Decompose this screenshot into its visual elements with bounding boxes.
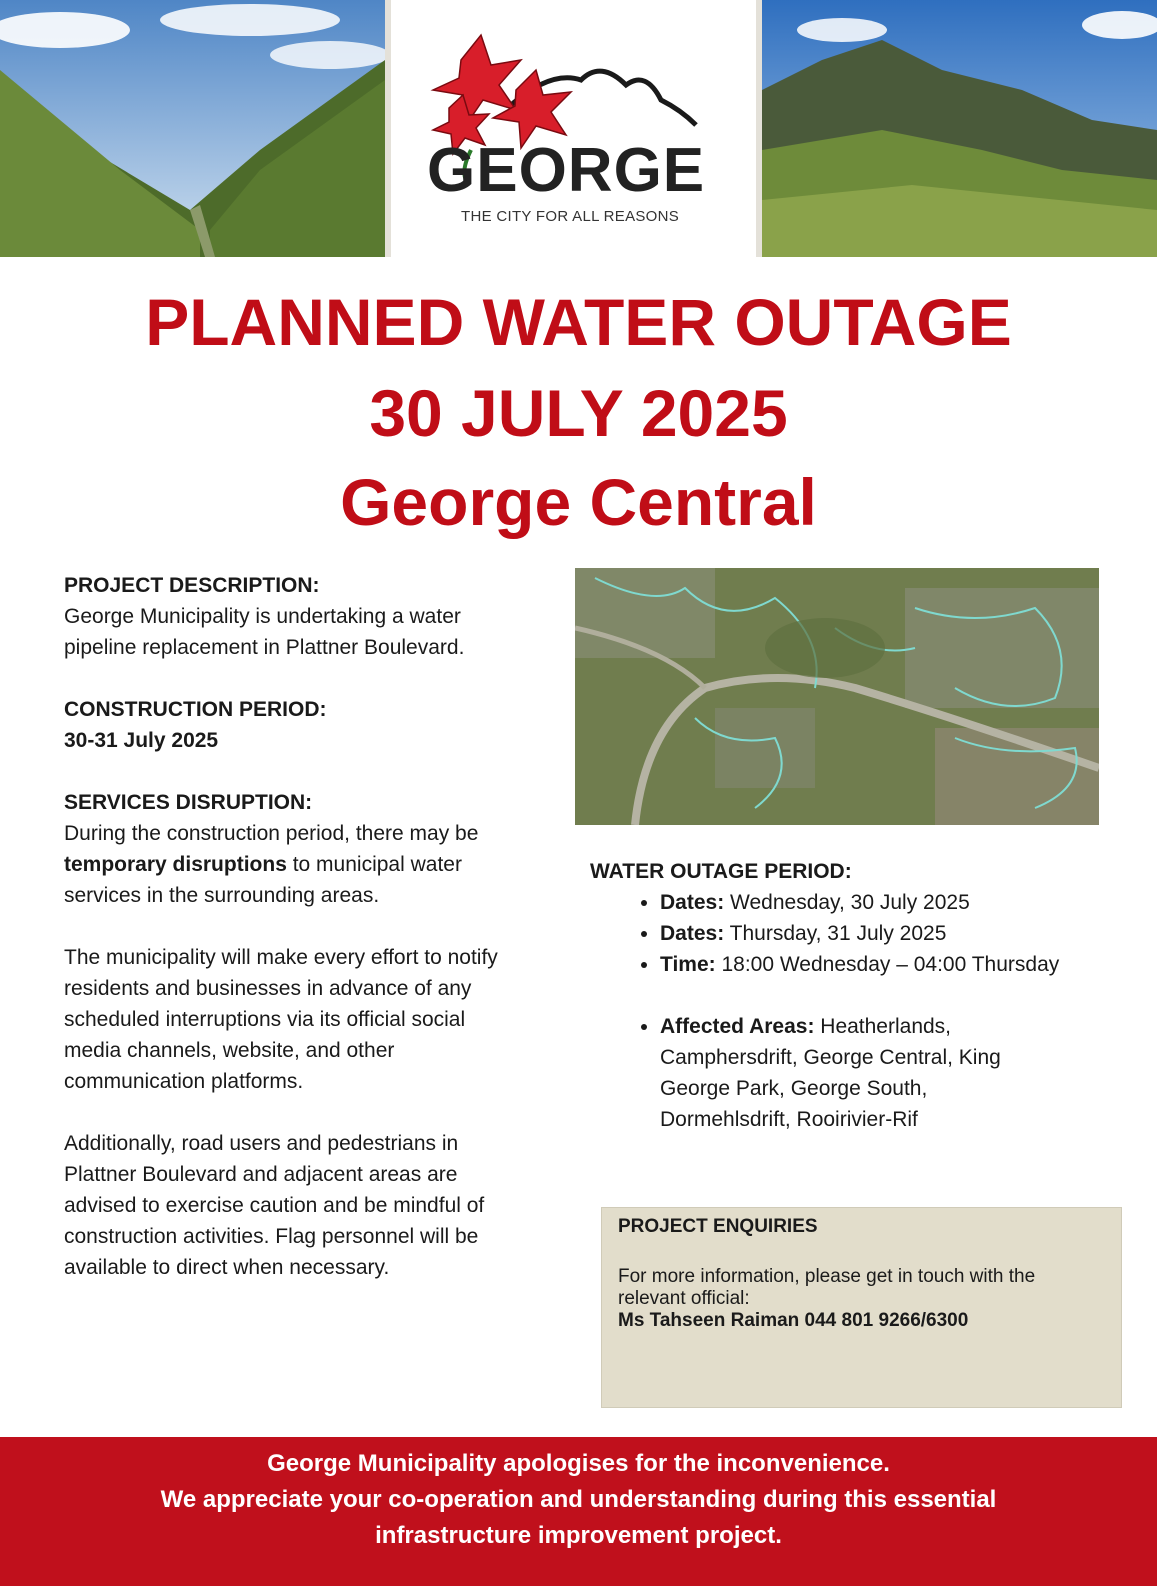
item-value: Heatherlands, Camphersdrift, George Central, King George Park, George South, Dormehlsdrift, Rooirivier-Rif <box>660 1015 1001 1131</box>
construction-period-heading: CONSTRUCTION PERIOD: <box>64 698 327 721</box>
caution-paragraph: Additionally, road users and pedestrians in Plattner Boulevard and adjacent areas are advised to exercise caution and be mindful of construction activities. Flag personnel will be available to direct when necessary. <box>64 1132 485 1279</box>
project-enquiries-box <box>601 1207 1122 1408</box>
project-description <box>64 570 509 663</box>
construction-period <box>64 694 509 756</box>
list-item <box>660 949 1060 980</box>
left-column <box>64 570 509 1314</box>
footer-line: infrastructure improvement project. <box>375 1522 782 1549</box>
header-banner <box>0 0 1157 257</box>
item-label: Dates: <box>660 922 725 945</box>
footer-banner <box>0 1437 1157 1586</box>
footer-line: We appreciate your co-operation and understanding during this essential <box>160 1486 997 1513</box>
enquiries-heading: PROJECT ENQUIRIES <box>618 1216 818 1237</box>
services-disruption-bold: temporary disruptions <box>64 853 287 876</box>
right-column <box>590 856 1060 1135</box>
enquiries-text: For more information, please get in touch with the relevant official: <box>618 1266 1036 1309</box>
project-description-text: George Municipality is undertaking a water pipeline replacement in Plattner Boulevard. <box>64 605 465 659</box>
outage-list <box>590 887 1060 1135</box>
enquiries-contact: Ms Tahseen Raiman 044 801 9266/6300 <box>618 1310 969 1331</box>
logo-wordmark: GEORGE <box>427 136 706 205</box>
project-description-heading: PROJECT DESCRIPTION: <box>64 574 320 597</box>
outage-date-title: 30 JULY 2025 <box>369 376 788 450</box>
aerial-map-image <box>575 568 1099 825</box>
water-outage-heading: WATER OUTAGE PERIOD: <box>590 860 852 883</box>
logo-panel <box>385 0 762 257</box>
services-disruption-text: During the construction period, there may be <box>64 822 479 845</box>
item-label: Time: <box>660 953 716 976</box>
services-disruption-text-end: to municipal water services in the surrounding areas. <box>64 853 462 907</box>
area-title: George Central <box>340 465 817 539</box>
mountain-range-photo <box>762 0 1157 257</box>
footer-line: George Municipality apologises for the inconvenience. <box>267 1450 890 1477</box>
construction-period-value: 30-31 July 2025 <box>64 729 219 752</box>
list-item <box>660 887 1060 918</box>
mountain-valley-photo <box>0 0 385 257</box>
services-disruption <box>64 787 509 911</box>
notification-paragraph: The municipality will make every effort to notify residents and businesses in advance of any scheduled interruptions via its official social media channels, website, and other communication platforms. <box>64 946 498 1093</box>
item-value: 18:00 Wednesday – 04:00 Thursday <box>715 953 1060 976</box>
list-item <box>660 918 1060 949</box>
item-value: Thursday, 31 July 2025 <box>724 922 947 945</box>
item-label: Affected Areas: <box>660 1015 815 1038</box>
item-value: Wednesday, 30 July 2025 <box>724 891 970 914</box>
list-item <box>660 1011 1060 1135</box>
logo-tagline: THE CITY FOR ALL REASONS <box>461 208 680 225</box>
item-label: Dates: <box>660 891 725 914</box>
page-title: PLANNED WATER OUTAGE <box>145 285 1012 359</box>
services-disruption-heading: SERVICES DISRUPTION: <box>64 791 313 814</box>
